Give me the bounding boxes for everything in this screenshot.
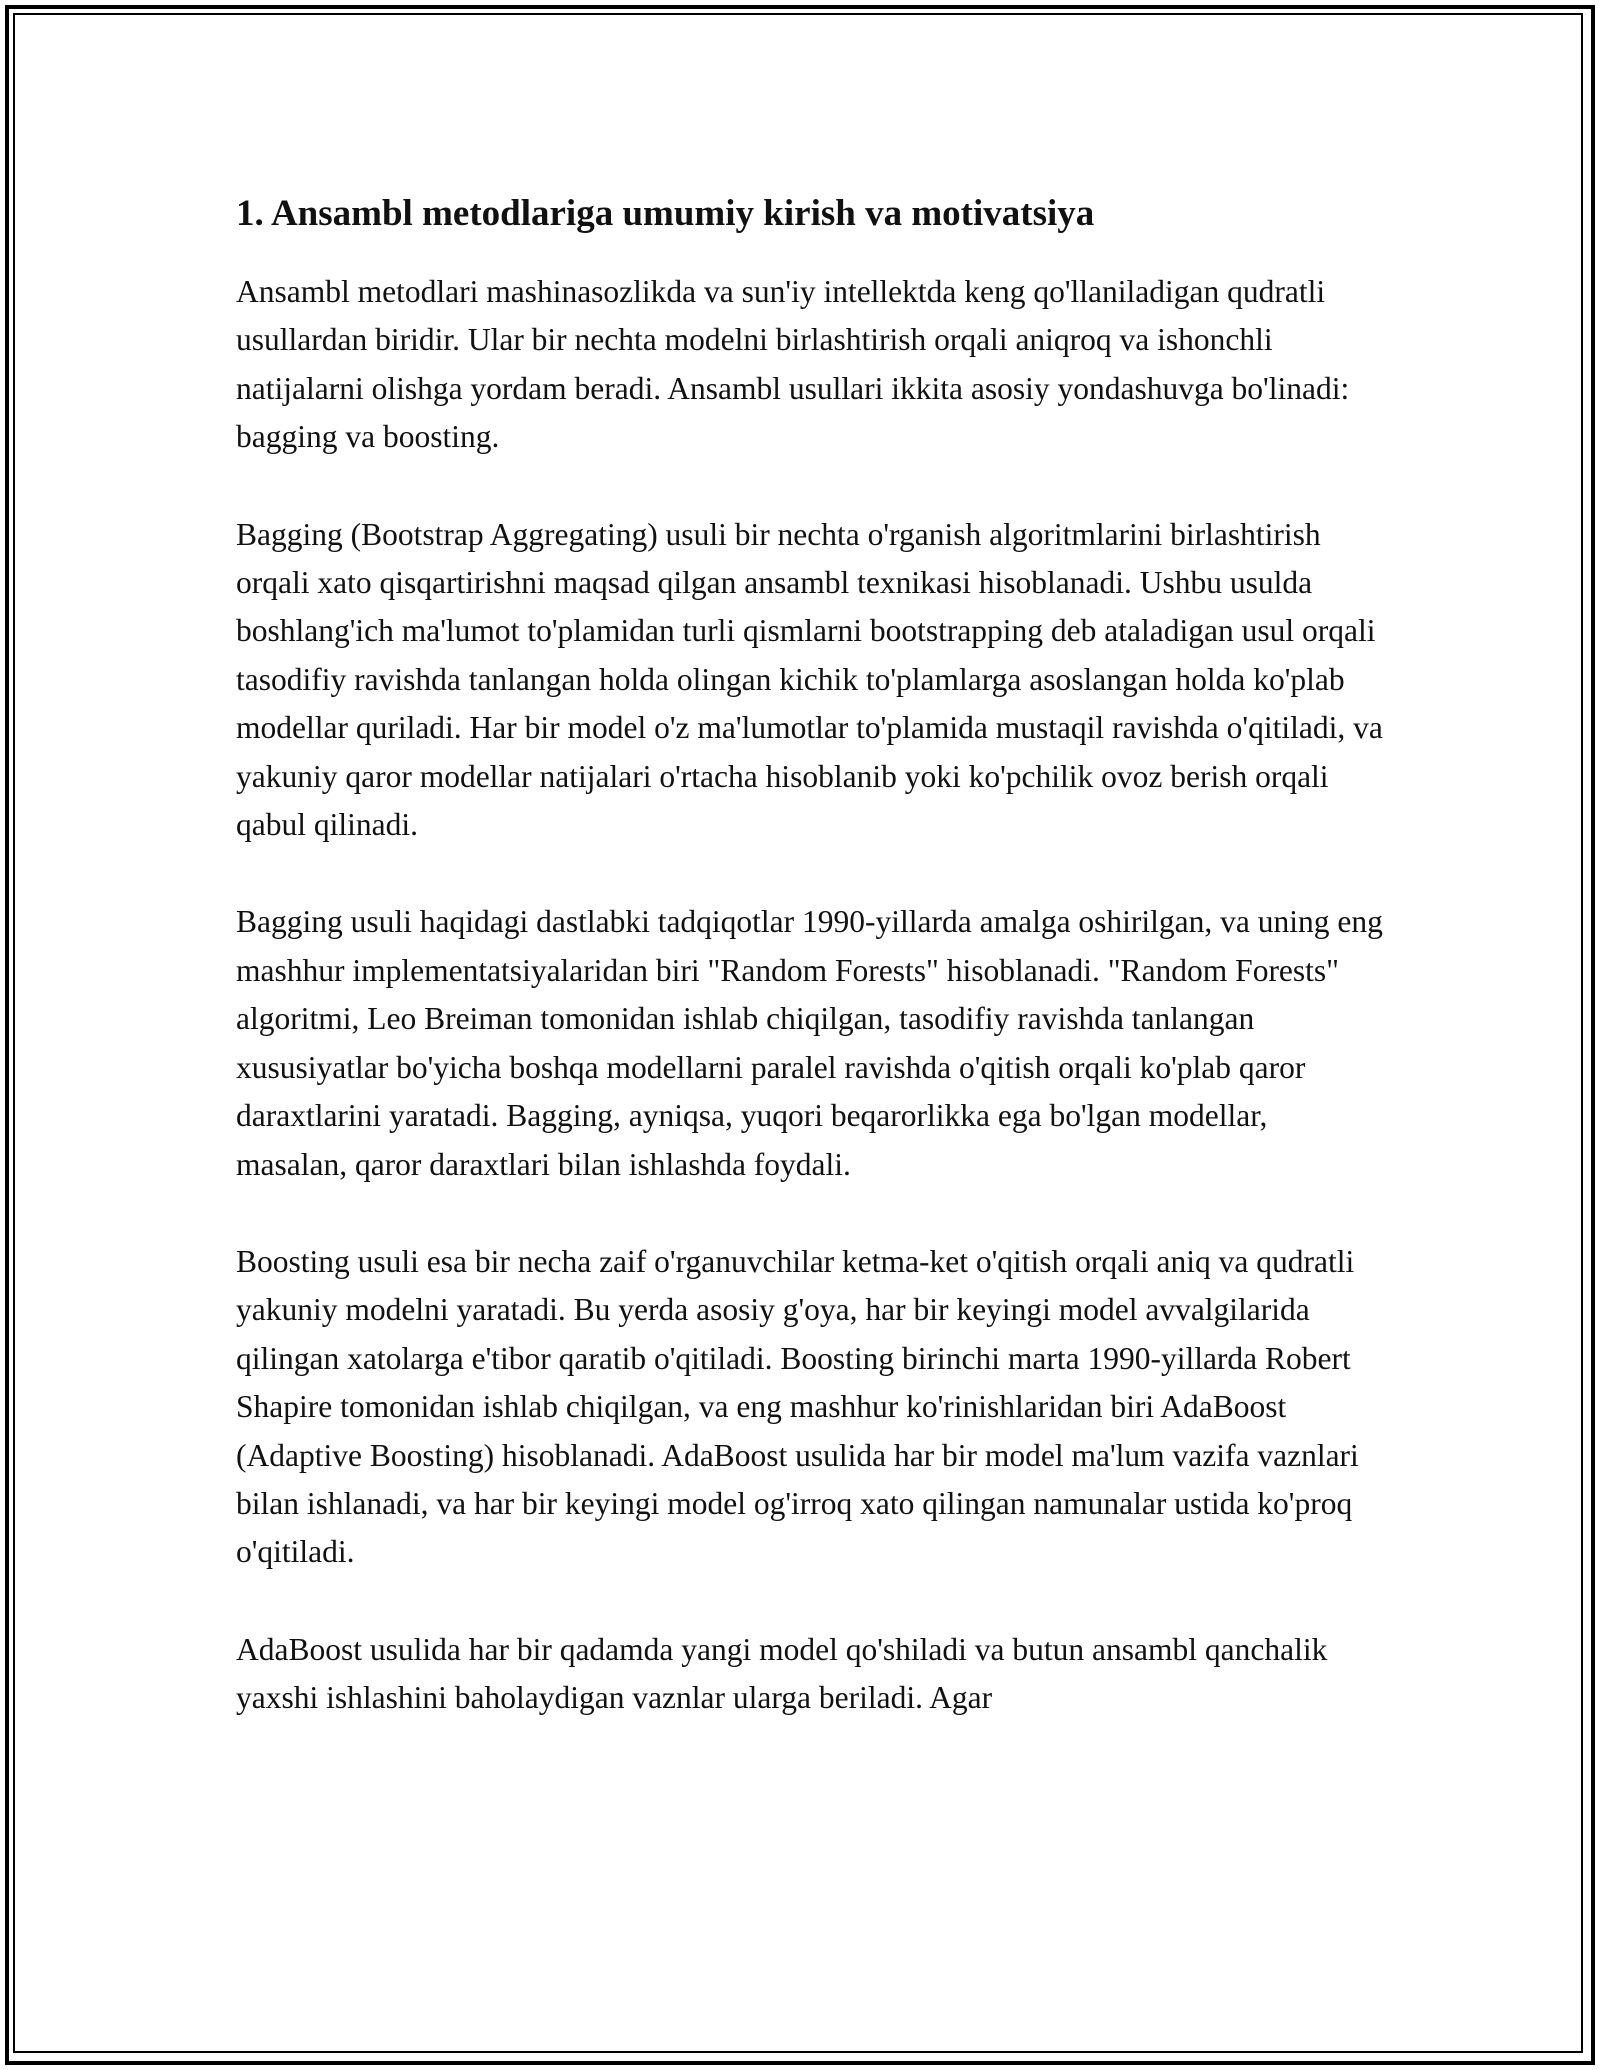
paragraph-bagging: Bagging (Bootstrap Aggregating) usuli bir nechta o'rganish algoritmlarini birlashtirish orqali xato qisqartirishni maqsad qilgan ansambl texnikasi hisoblanadi. Ushbu usulda boshlang'ich ma'lumot to'plamidan turli qismlarni bootstrapping deb ataladigan usul orqali tasodifiy ravishda tanlangan holda olingan kichik to'plamlarga asoslangan holda ko'plab modellar quriladi. Har bir model o'z ma'lumotlar to'plamida mustaqil ravishda o'qitiladi, va yakuniy qaror modellar natijalari o'rtacha hisoblanib yoki ko'pchilik ovoz berish orqali qabul qilinadi. [236, 516, 1383, 843]
section-heading: 1. Ansambl metodlariga umumiy kirish va motivatsiya [236, 193, 1095, 234]
document-body [236, 186, 1386, 1772]
paragraph-intro: Ansambl metodlari mashinasozlikda va sun'iy intellektda keng qo'llaniladigan qudratli usullardan biridir. Ular bir nechta modelni birlashtirish orqali aniqroq va ishonchli natijalarni olishga yordam beradi. Ansambl usullari ikkita asosiy yondashuvga bo'linadi: bagging va boosting. [236, 274, 1350, 455]
paragraph-adaboost: AdaBoost usulida har bir qadamda yangi model qo'shiladi va butun ansambl qanchalik yaxshi ishlashini baholaydigan vaznlar ularga beriladi. Agar [236, 1631, 1328, 1716]
paragraph-boosting: Boosting usuli esa bir necha zaif o'rganuvchilar ketma-ket o'qitish orqali aniq va qudratli yakuniy modelni yaratadi. Bu yerda asosiy g'oya, har bir keyingi model avvalgilarida qilingan xatolarga e'tibor qaratib o'qitiladi. Boosting birinchi marta 1990-yillarda Robert Shapire tomonidan ishlab chiqilgan, va eng mashhur ko'rinishlaridan biri AdaBoost (Adaptive Boosting) hisoblanadi. AdaBoost usulida har bir model ma'lum vazifa vaznlari bilan ishlanadi, va har bir keyingi model og'irroq xato qilingan namunalar ustida ko'proq o'qitiladi. [236, 1243, 1359, 1570]
paragraph-random-forests: Bagging usuli haqidagi dastlabki tadqiqotlar 1990-yillarda amalga oshirilgan, va uning eng mashhur implementatsiyalaridan biri "Random Forests" hisoblanadi. "Random Forests" algoritmi, Leo Breiman tomonidan ishlab chiqilgan, tasodifiy ravishda tanlangan xususiyatlar bo'yicha boshqa modellarni paralel ravishda o'qitish orqali ko'plab qaror daraxtlarini yaratadi. Bagging, ayniqsa, yuqori beqarorlikka ega bo'lgan modellar, masalan, qaror daraxtlari bilan ishlashda foydali. [236, 904, 1383, 1182]
